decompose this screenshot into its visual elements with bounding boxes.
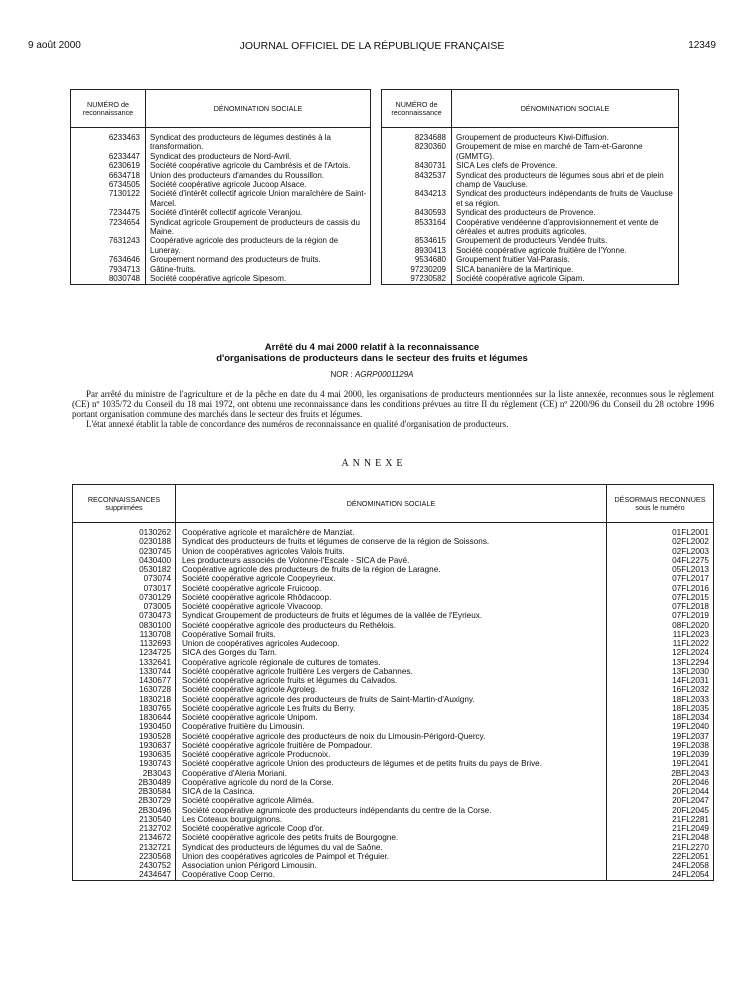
table-row xyxy=(73,630,714,639)
table-row xyxy=(382,246,679,255)
social-denomination: Société coopérative agricole Coop d'or. xyxy=(176,824,607,833)
social-denomination: Société coopérative agricole Jucoop Alsace. xyxy=(146,180,371,189)
social-denomination: Société coopérative agricole Coopeyrieux. xyxy=(176,574,607,583)
social-denomination: Société coopérative agricole fruits et légumes du Calvados. xyxy=(176,676,607,685)
decree-title xyxy=(28,343,716,364)
recognition-number: 8234688 xyxy=(382,133,452,142)
social-denomination: Coopérative agricole et maraîchère de Manziat. xyxy=(176,528,607,537)
table-row xyxy=(73,547,714,556)
social-denomination: Syndicat des producteurs de légumes sous abri et de plein champ de Vaucluse. xyxy=(452,171,679,190)
social-denomination: Société coopérative agricole Unipom. xyxy=(176,713,607,722)
social-denomination: Société coopérative agricole des producteurs de fruits de Saint-Martin-d'Auxigny. xyxy=(176,695,607,704)
recognition-number: 7934713 xyxy=(71,265,146,274)
social-denomination: Syndicat agricole Groupement de producteurs de cassis du Maine. xyxy=(146,218,371,237)
annex-heading: ANNEXE xyxy=(341,458,407,469)
new-number: 20FL2046 xyxy=(607,778,714,787)
recognition-number: 8432537 xyxy=(382,171,452,190)
social-denomination: Société coopérative agricole fruitière de l'Yonne. xyxy=(452,246,679,255)
social-denomination: Société d'intérêt collectif agricole Union maraîchère de Saint-Marcel. xyxy=(146,189,371,208)
table-row xyxy=(73,695,714,704)
new-number: 07FL2017 xyxy=(607,574,714,583)
recognition-number: 97230209 xyxy=(382,265,452,274)
social-denomination: Société coopérative agricole Gipam. xyxy=(452,274,679,284)
social-denomination: Coopérative fruitière du Limousin. xyxy=(176,722,607,731)
suppressed-number: 073017 xyxy=(73,584,176,593)
social-denomination: SICA des Gorges du Tarn. xyxy=(176,648,607,657)
table-row xyxy=(71,161,371,170)
col-header-numero: NUMÉRO de reconnaissance xyxy=(382,90,452,128)
suppressed-number: 2132721 xyxy=(73,843,176,852)
table-row xyxy=(71,265,371,274)
suppressed-number: 2130540 xyxy=(73,815,176,824)
social-denomination: Les Coteaux bourguignons. xyxy=(176,815,607,824)
table-row xyxy=(73,861,714,870)
social-denomination: Société coopérative agricole fruitière de Pompadour. xyxy=(176,741,607,750)
recognition-number: 8230360 xyxy=(382,142,452,161)
social-denomination: Syndicat des producteurs de fruits et légumes de conserve de la région de Soissons. xyxy=(176,537,607,546)
suppressed-number: 1234725 xyxy=(73,648,176,657)
table-row xyxy=(73,537,714,546)
new-number: 22FL2051 xyxy=(607,852,714,861)
recognition-number: 6230619 xyxy=(71,161,146,170)
social-denomination: SICA Les clefs de Provence. xyxy=(452,161,679,170)
recognition-number: 7634646 xyxy=(71,255,146,264)
social-denomination: Société coopérative agricole Producnoix. xyxy=(176,750,607,759)
social-denomination: Association union Périgord Limousin. xyxy=(176,861,607,870)
new-number: 2BFL2043 xyxy=(607,769,714,778)
social-denomination: Coopérative agricole des producteurs de la région de Luneray. xyxy=(146,236,371,255)
recognition-number: 6634718 xyxy=(71,171,146,180)
new-number: 12FL2024 xyxy=(607,648,714,657)
table-row xyxy=(71,236,371,255)
new-number: 13FL2030 xyxy=(607,667,714,676)
suppressed-number: 073074 xyxy=(73,574,176,583)
suppressed-number: 1930450 xyxy=(73,722,176,731)
table-row xyxy=(382,208,679,217)
recognition-number: 6233463 xyxy=(71,133,146,152)
recognition-number: 8430593 xyxy=(382,208,452,217)
table-row xyxy=(382,161,679,170)
table-row xyxy=(382,255,679,264)
suppressed-number: 1930635 xyxy=(73,750,176,759)
col-header-denomination: DÉNOMINATION SOCIALE xyxy=(452,90,679,128)
table-row xyxy=(71,152,371,161)
social-denomination: Société d'intérêt collectif agricole Veranjou. xyxy=(146,208,371,217)
social-denomination: Société coopérative agricole des petits fruits de Bourgogne. xyxy=(176,833,607,842)
table-row xyxy=(73,870,714,880)
new-number: 13FL2294 xyxy=(607,658,714,667)
table-row xyxy=(382,171,679,190)
suppressed-number: 0430400 xyxy=(73,556,176,565)
new-number: 20FL2044 xyxy=(607,787,714,796)
decree-title-line-2: d'organisations de producteurs dans le secteur des fruits et légumes xyxy=(216,352,528,364)
new-number: 05FL2013 xyxy=(607,565,714,574)
social-denomination: Syndicat des producteurs de légumes du val de Saône. xyxy=(176,843,607,852)
suppressed-number: 1630728 xyxy=(73,685,176,694)
table-row xyxy=(73,796,714,805)
social-denomination: Groupement de producteurs Vendée fruits. xyxy=(452,236,679,245)
table-row xyxy=(73,769,714,778)
col-header-denomination: DÉNOMINATION SOCIALE xyxy=(176,485,607,523)
suppressed-number: 1332641 xyxy=(73,658,176,667)
table-row xyxy=(73,639,714,648)
suppressed-number: 2B30584 xyxy=(73,787,176,796)
table-row xyxy=(73,806,714,815)
col-header-suppressed: RECONNAISSANCES supprimées xyxy=(73,485,176,523)
suppressed-number: 0130262 xyxy=(73,528,176,537)
new-number: 04FL2275 xyxy=(607,556,714,565)
recognition-table-left xyxy=(70,89,371,285)
col-header-denomination: DÉNOMINATION SOCIALE xyxy=(146,90,371,128)
suppressed-number: 0530182 xyxy=(73,565,176,574)
new-number: 07FL2016 xyxy=(607,584,714,593)
new-number: 08FL2020 xyxy=(607,621,714,630)
recognition-number: 8030748 xyxy=(71,274,146,284)
recognition-number: 97230582 xyxy=(382,274,452,284)
social-denomination: Société coopérative agricole Union des producteurs de légumes et de petits fruits du pays de Brive. xyxy=(176,759,607,768)
social-denomination: Société coopérative agricole des producteurs de noix du Limousin-Périgord-Quercy. xyxy=(176,732,607,741)
new-number: 19FL2037 xyxy=(607,732,714,741)
suppressed-number: 0730473 xyxy=(73,611,176,620)
table-row xyxy=(382,142,679,161)
table-row xyxy=(71,189,371,208)
suppressed-number: 1330744 xyxy=(73,667,176,676)
recognition-number: 8430731 xyxy=(382,161,452,170)
decree-paragraph-2: L'état annexé établit la table de concordance des numéros de reconnaissance en qualité d'organisation de producteurs. xyxy=(86,419,509,429)
table-row xyxy=(73,852,714,861)
suppressed-number: 2B3043 xyxy=(73,769,176,778)
new-number: 21FL2048 xyxy=(607,833,714,842)
table-row xyxy=(73,602,714,611)
social-denomination: Société coopérative agricole Les fruits du Berry. xyxy=(176,704,607,713)
suppressed-number: 2430752 xyxy=(73,861,176,870)
new-number: 07FL2018 xyxy=(607,602,714,611)
table-row xyxy=(73,833,714,842)
suppressed-number: 0830100 xyxy=(73,621,176,630)
new-number: 18FL2034 xyxy=(607,713,714,722)
table-row xyxy=(73,593,714,602)
new-number: 21FL2281 xyxy=(607,815,714,824)
new-number: 11FL2022 xyxy=(607,639,714,648)
decree-body xyxy=(72,389,714,429)
recognition-number: 7234654 xyxy=(71,218,146,237)
table-row xyxy=(71,208,371,217)
table-row xyxy=(73,667,714,676)
suppressed-number: 1930743 xyxy=(73,759,176,768)
social-denomination: Société coopérative agricole du Cambrésis et de l'Artois. xyxy=(146,161,371,170)
suppressed-number: 1930637 xyxy=(73,741,176,750)
social-denomination: Société coopérative agricole Rhôdacoop. xyxy=(176,593,607,602)
recognition-number: 8534615 xyxy=(382,236,452,245)
new-number: 20FL2047 xyxy=(607,796,714,805)
table-row xyxy=(382,218,679,237)
table-row xyxy=(73,565,714,574)
social-denomination: Syndicat Groupement de producteurs de fruits et légumes de la vallée de l'Eyrieux. xyxy=(176,611,607,620)
social-denomination: Coopérative agricole du nord de la Corse. xyxy=(176,778,607,787)
social-denomination: Coopérative vendéenne d'approvisionnement et vente de céréales et autres produits agricoles. xyxy=(452,218,679,237)
new-number: 20FL2045 xyxy=(607,806,714,815)
table-row xyxy=(73,843,714,852)
suppressed-number: 1430677 xyxy=(73,676,176,685)
suppressed-number: 2B30496 xyxy=(73,806,176,815)
recognition-number: 8930413 xyxy=(382,246,452,255)
table-row xyxy=(73,713,714,722)
social-denomination: Union des producteurs d'amandes du Roussillon. xyxy=(146,171,371,180)
recognition-number: 8533164 xyxy=(382,218,452,237)
new-number: 02FL2002 xyxy=(607,537,714,546)
social-denomination: Société coopérative agricole fruitière Les vergers de Cabannes. xyxy=(176,667,607,676)
social-denomination: Gâtine-fruits. xyxy=(146,265,371,274)
col-header-new-number: DÉSORMAIS RECONNUES sous le numéro xyxy=(607,485,714,523)
table-row xyxy=(382,189,679,208)
annex-table xyxy=(72,484,714,881)
new-number: 24FL2054 xyxy=(607,870,714,880)
social-denomination: Union des coopératives agricoles de Paimpol et Tréguier. xyxy=(176,852,607,861)
social-denomination: Coopérative agricole régionale de cultures de tomates. xyxy=(176,658,607,667)
social-denomination: Syndicat des producteurs indépendants de fruits de Vaucluse et sa région. xyxy=(452,189,679,208)
table-row xyxy=(71,180,371,189)
col-header-numero: NUMÉRO de reconnaissance xyxy=(71,90,146,128)
suppressed-number: 0230745 xyxy=(73,547,176,556)
table-row xyxy=(73,787,714,796)
suppressed-number: 1132693 xyxy=(73,639,176,648)
table-row xyxy=(73,759,714,768)
table-row xyxy=(382,236,679,245)
social-denomination: Groupement normand des producteurs de fruits. xyxy=(146,255,371,264)
table-row xyxy=(71,274,371,284)
table-row xyxy=(73,722,714,731)
new-number: 18FL2035 xyxy=(607,704,714,713)
new-number: 21FL2049 xyxy=(607,824,714,833)
new-number: 07FL2015 xyxy=(607,593,714,602)
table-row xyxy=(73,658,714,667)
suppressed-number: 0230188 xyxy=(73,537,176,546)
table-row xyxy=(73,824,714,833)
social-denomination: Société coopérative agricole des producteurs du Rethélois. xyxy=(176,621,607,630)
social-denomination: Société coopérative agricole Fruicoop. xyxy=(176,584,607,593)
issue-date: 9 août 2000 xyxy=(28,40,81,51)
table-row xyxy=(73,528,714,537)
recognition-number: 6233447 xyxy=(71,152,146,161)
table-row xyxy=(382,265,679,274)
decree-title-line-1: Arrêté du 4 mai 2000 relatif à la reconnaissance xyxy=(264,342,480,353)
recognition-number: 7234475 xyxy=(71,208,146,217)
suppressed-number: 1830765 xyxy=(73,704,176,713)
new-number: 19FL2038 xyxy=(607,741,714,750)
new-number: 14FL2031 xyxy=(607,676,714,685)
social-denomination: Groupement fruitier Val-Parasis. xyxy=(452,255,679,264)
recognition-number: 7631243 xyxy=(71,236,146,255)
social-denomination: Coopérative agricole des producteurs de fruits de la région de Laragne. xyxy=(176,565,607,574)
new-number: 21FL2270 xyxy=(607,843,714,852)
recognition-number: 6734505 xyxy=(71,180,146,189)
suppressed-number: 0730129 xyxy=(73,593,176,602)
new-number: 19FL2039 xyxy=(607,750,714,759)
nor-reference xyxy=(28,370,716,379)
social-denomination: Coopérative Somail fruits. xyxy=(176,630,607,639)
social-denomination: SICA bananière de la Martinique. xyxy=(452,265,679,274)
recognition-number: 9534680 xyxy=(382,255,452,264)
table-row xyxy=(73,574,714,583)
table-row xyxy=(73,741,714,750)
table-row xyxy=(71,133,371,152)
social-denomination: Société coopérative agrumicole des producteurs indépendants du centre de la Corse. xyxy=(176,806,607,815)
social-denomination: Société coopérative agricole Aliméa. xyxy=(176,796,607,805)
table-row xyxy=(73,584,714,593)
social-denomination: Les producteurs associés de Volonne-l'Escale - SICA de Pavé. xyxy=(176,556,607,565)
new-number: 19FL2041 xyxy=(607,759,714,768)
table-row xyxy=(73,621,714,630)
social-denomination: Syndicat des producteurs de légumes destinés à la transformation. xyxy=(146,133,371,152)
new-number: 02FL2003 xyxy=(607,547,714,556)
table-row xyxy=(73,778,714,787)
table-row xyxy=(73,556,714,565)
suppressed-number: 2230568 xyxy=(73,852,176,861)
social-denomination: Coopérative Coop Cerno. xyxy=(176,870,607,880)
table-row xyxy=(71,255,371,264)
table-row xyxy=(73,648,714,657)
table-row xyxy=(73,611,714,620)
social-denomination: Syndicat des producteurs de Provence. xyxy=(452,208,679,217)
table-row xyxy=(382,274,679,284)
recognition-number: 7130122 xyxy=(71,189,146,208)
table-row xyxy=(73,750,714,759)
social-denomination: Société coopérative agricole Sipesom. xyxy=(146,274,371,284)
new-number: 16FL2032 xyxy=(607,685,714,694)
page-header xyxy=(28,40,716,54)
new-number: 18FL2033 xyxy=(607,695,714,704)
suppressed-number: 2134672 xyxy=(73,833,176,842)
new-number: 19FL2040 xyxy=(607,722,714,731)
recognition-number: 8434213 xyxy=(382,189,452,208)
recognition-table-right xyxy=(381,89,679,285)
journal-title: JOURNAL OFFICIEL DE LA RÉPUBLIQUE FRANÇAISE xyxy=(239,40,505,52)
social-denomination: Syndicat des producteurs de Nord-Avril. xyxy=(146,152,371,161)
new-number: 01FL2001 xyxy=(607,528,714,537)
social-denomination: Société coopérative agricole Agroleg. xyxy=(176,685,607,694)
table-row xyxy=(71,171,371,180)
table-row xyxy=(73,815,714,824)
suppressed-number: 1830644 xyxy=(73,713,176,722)
social-denomination: SICA de la Casinca. xyxy=(176,787,607,796)
table-row xyxy=(73,704,714,713)
suppressed-number: 2B30489 xyxy=(73,778,176,787)
social-denomination: Union de coopératives agricoles Audecoop. xyxy=(176,639,607,648)
suppressed-number: 1130708 xyxy=(73,630,176,639)
social-denomination: Union de coopératives agricoles Valois fruits. xyxy=(176,547,607,556)
table-row xyxy=(73,732,714,741)
nor-value: AGRP0001129A xyxy=(354,370,414,379)
table-row xyxy=(382,133,679,142)
suppressed-number: 2132702 xyxy=(73,824,176,833)
table-row xyxy=(73,676,714,685)
social-denomination: Groupement de mise en marché de Tarn-et-Garonne (GMMTG). xyxy=(452,142,679,161)
decree-paragraph-1: Par arrêté du ministre de l'agriculture et de la pêche en date du 4 mai 2000, les organisations de producteurs mentionnées sur la liste annexée, reconnues sous le règlement (CE) nº 1035/72 du Conseil du 18 mai 1972, ont obtenu une reconnaissance dans les conditions prévues au titre II du règlement (CE) nº 2200/96 du Conseil du 28 octobre 1996 portant organisation commune des marchés dans le secteur des fruits et légumes. xyxy=(72,389,714,419)
new-number: 24FL2058 xyxy=(607,861,714,870)
suppressed-number: 1830218 xyxy=(73,695,176,704)
suppressed-number: 1930528 xyxy=(73,732,176,741)
suppressed-number: 073005 xyxy=(73,602,176,611)
new-number: 11FL2023 xyxy=(607,630,714,639)
social-denomination: Groupement de producteurs Kiwi-Diffusion. xyxy=(452,133,679,142)
social-denomination: Société coopérative agricole Vivacoop. xyxy=(176,602,607,611)
table-row xyxy=(71,218,371,237)
social-denomination: Coopérative d'Aleria Moriani. xyxy=(176,769,607,778)
nor-label: NOR : xyxy=(330,370,353,379)
new-number: 07FL2019 xyxy=(607,611,714,620)
page-number: 12349 xyxy=(688,40,716,51)
suppressed-number: 2434647 xyxy=(73,870,176,880)
suppressed-number: 2B30729 xyxy=(73,796,176,805)
table-row xyxy=(73,685,714,694)
